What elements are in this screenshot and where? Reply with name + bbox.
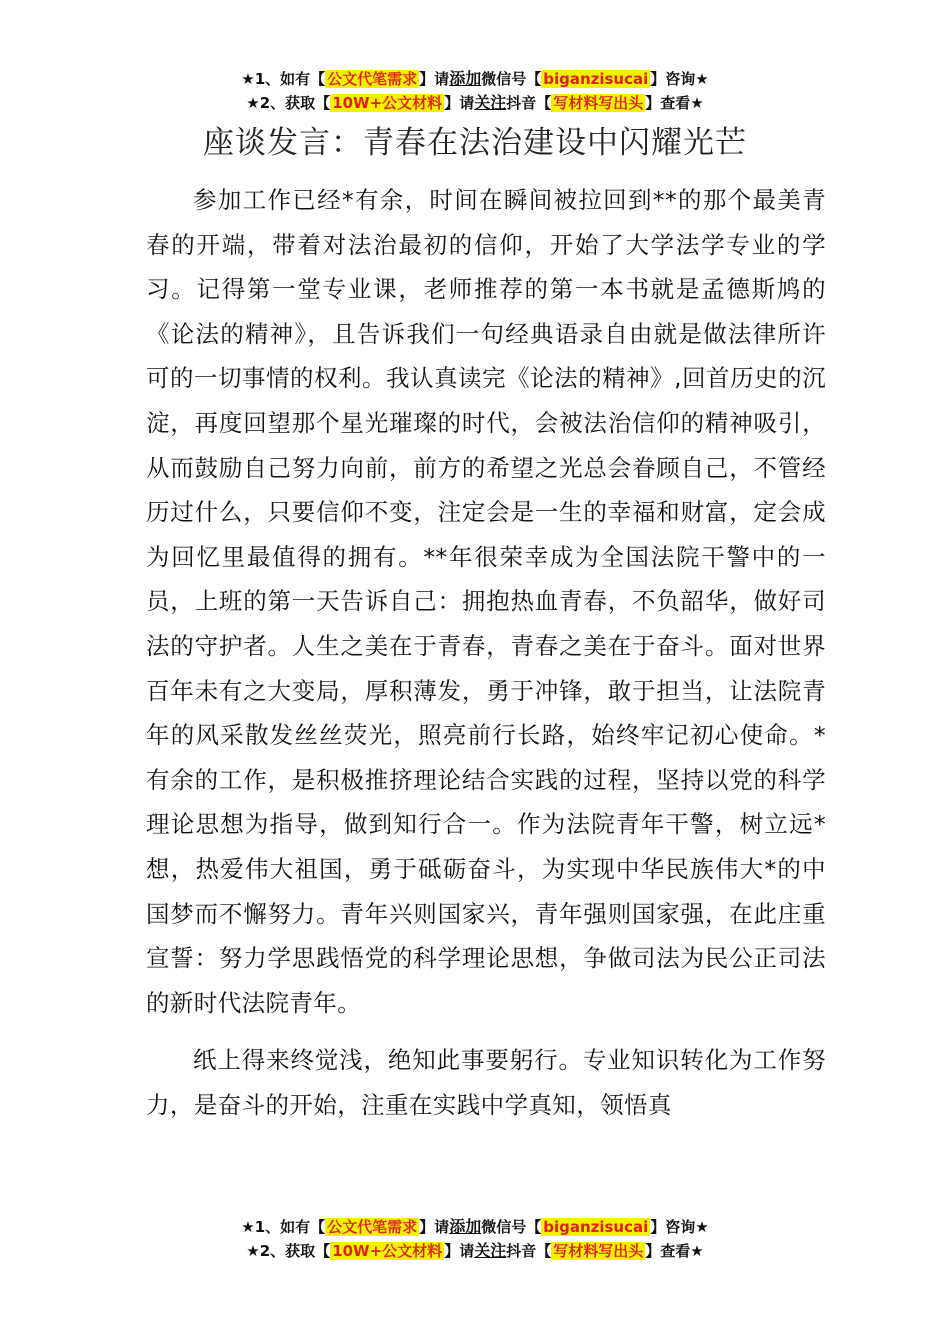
promo-text: 】请 — [419, 1218, 450, 1236]
promo-text: 微信号【 — [481, 1218, 542, 1236]
promo-text: 】查看★ — [645, 94, 704, 112]
promo-underline: 关注 — [474, 1241, 507, 1260]
promo-underline: 关注 — [474, 93, 507, 112]
promo-text: ★2、获取【 — [246, 1242, 331, 1260]
promo-text: 】请 — [444, 1242, 475, 1260]
promo-highlight: 10W+公文材料 — [332, 94, 443, 112]
promo-text: 】请 — [419, 70, 450, 88]
promo-highlight: 10W+公文材料 — [332, 1242, 443, 1260]
promo-line-1 — [0, 1216, 950, 1240]
promo-text: ★1、如有【 — [241, 1218, 326, 1236]
wechat-id: biganzisucai — [543, 1218, 649, 1236]
promo-text: ★2、获取【 — [246, 94, 331, 112]
paragraph-2: 纸上得来终觉浅，绝知此事要躬行。专业知识转化为工作努力，是奋斗的开始，注重在实践中学真知，领悟真 — [146, 1046, 826, 1119]
promo-line-2 — [0, 1240, 950, 1264]
promo-underline: 添加 — [449, 69, 482, 88]
promo-text: ★1、如有【 — [241, 70, 326, 88]
douyin-id: 写材料写出头 — [553, 1242, 644, 1260]
douyin-id: 写材料写出头 — [553, 94, 644, 112]
promo-text: 】咨询★ — [650, 70, 709, 88]
promo-text: 】咨询★ — [650, 1218, 709, 1236]
promo-text: 抖音【 — [506, 1242, 552, 1260]
document-title: 座谈发言：青春在法治建设中闪耀光芒 — [203, 125, 747, 161]
promo-text: 】请 — [444, 94, 475, 112]
promo-underline: 添加 — [449, 1217, 482, 1236]
promo-highlight: 公文代笔需求 — [327, 1218, 418, 1236]
promo-header — [0, 68, 950, 116]
promo-line-1 — [0, 68, 950, 92]
paragraph-1: 参加工作已经*有余，时间在瞬间被拉回到**的那个最美青春的开端，带着对法治最初的信仰，开始了大学法学专业的学习。记得第一堂专业课，老师推荐的第一本书就是孟德斯鸠的《论法的精神》，且告诉我们一句经典语录自由就是做法律所许可的一切事情的权利。我认真读完《论法的精神》,回首历史的沉淀，再度回望那个星光璀璨的时代，会被法治信仰的精神吸引，从而鼓励自己努力向前，前方的希望之光总会眷顾自己，不管经历过什么，只要信仰不变，注定会是一生的幸福和财富，定会成为回忆里最值得的拥有。**年很荣幸成为全国法院干警中的一员，上班的第一天告诉自己：拥抱热血青春，不负韶华，做好司法的守护者。人生之美在于青春，青春之美在于奋斗。面对世界百年未有之大变局，厚积薄发，勇于冲锋，敢于担当，让法院青年的风采散发丝丝荧光，照亮前行长路，始终牢记初心使命。*有余的工作，是积极推挤理论结合实践的过程，坚持以党的科学理论思想为指导，做到知行合一。作为法院青年干警，树立远*想，热爱伟大祖国，勇于砥砺奋斗，为实现中华民族伟大*的中国梦而不懈努力。青年兴则国家兴，青年强则国家强，在此庄重宣誓：努力学思践悟党的科学理论思想，争做司法为民公正司法的新时代法院青年。 — [146, 186, 826, 1017]
promo-line-2 — [0, 92, 950, 116]
promo-highlight: 公文代笔需求 — [327, 70, 418, 88]
promo-footer — [0, 1216, 950, 1264]
document-body — [146, 178, 826, 1127]
promo-text: 抖音【 — [506, 94, 552, 112]
promo-text: 】查看★ — [645, 1242, 704, 1260]
promo-text: 微信号【 — [481, 70, 542, 88]
wechat-id: biganzisucai — [543, 70, 649, 88]
